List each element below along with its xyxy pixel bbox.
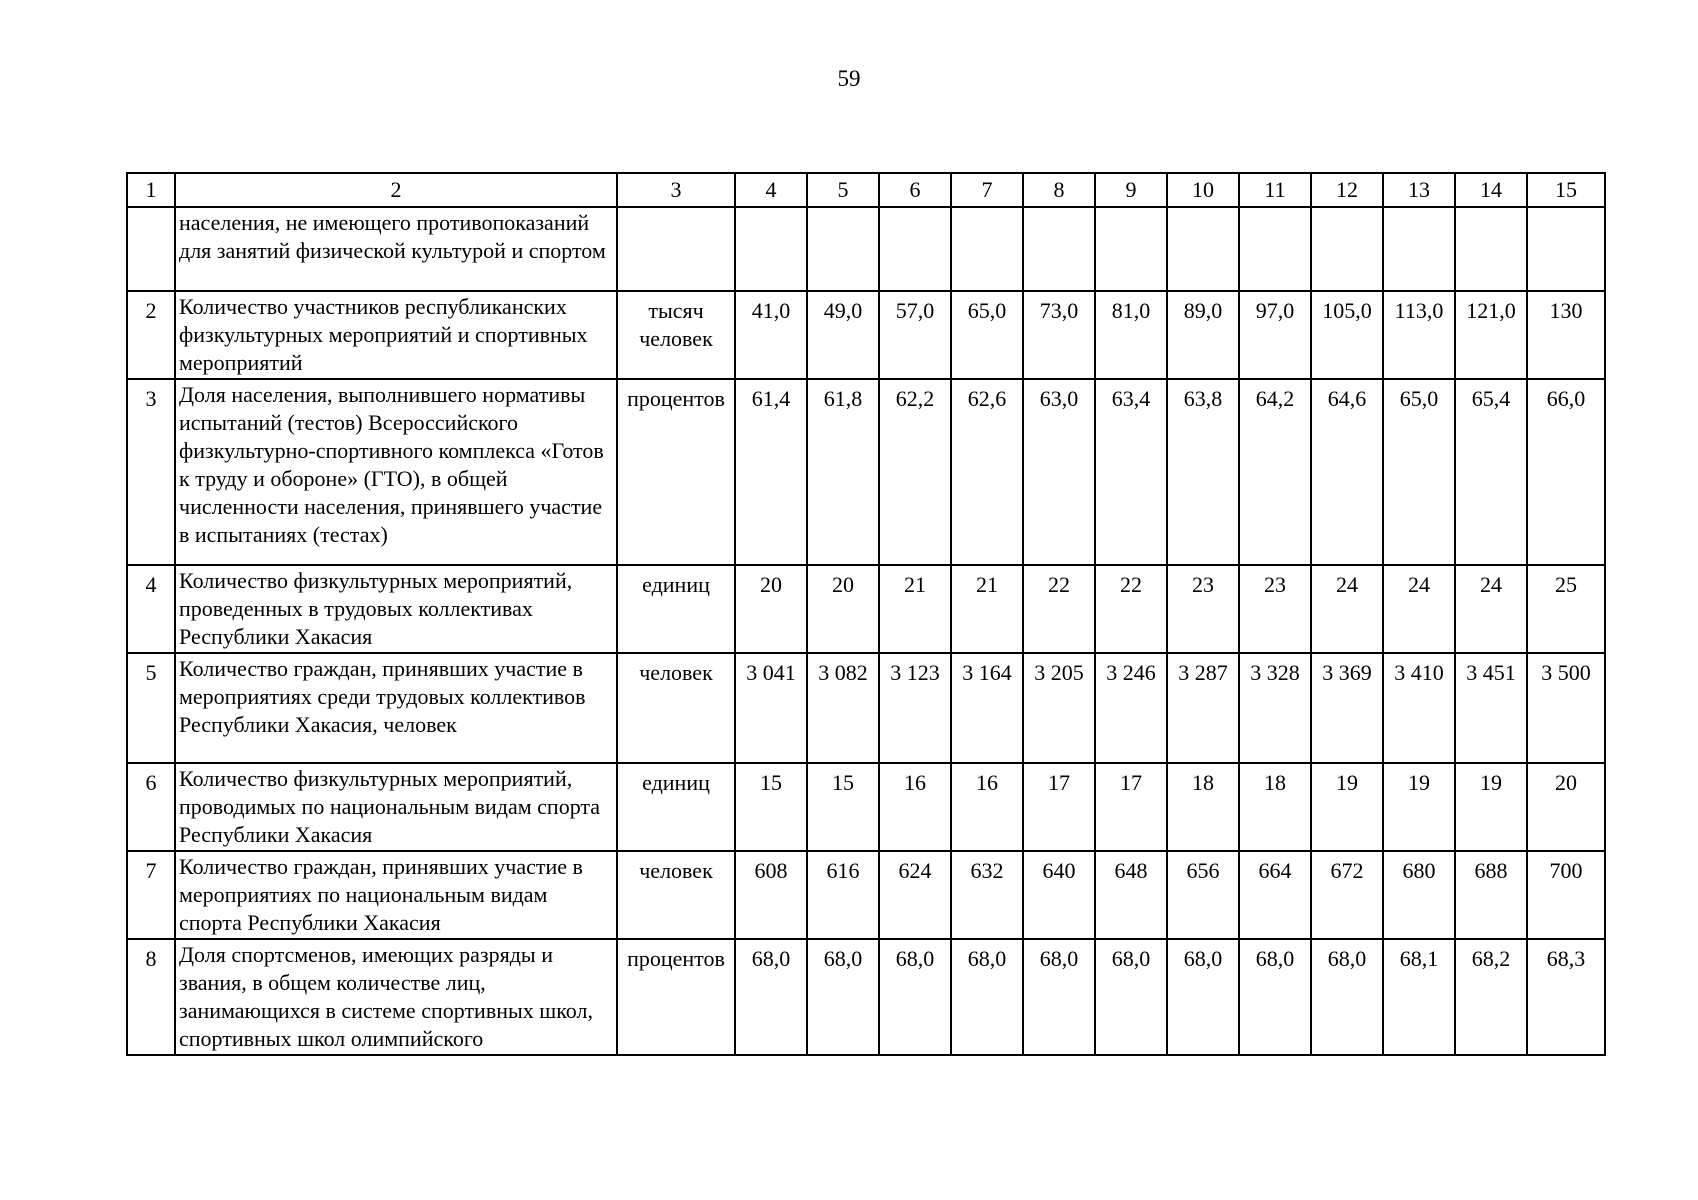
value-cell: 73,0 (1023, 291, 1095, 379)
value-cell: 68,0 (1023, 939, 1095, 1055)
value-cell: 19 (1455, 763, 1527, 851)
value-cell: 17 (1023, 763, 1095, 851)
header-cell: 4 (735, 173, 807, 207)
value-cell: 81,0 (1095, 291, 1167, 379)
value-cell: 15 (735, 763, 807, 851)
value-cell: 648 (1095, 851, 1167, 939)
value-cell: 65,0 (1383, 379, 1455, 565)
value-cell: 16 (951, 763, 1023, 851)
table-row (127, 653, 1605, 763)
value-cell: 68,0 (735, 939, 807, 1055)
value-cell (1455, 207, 1527, 291)
value-cell: 130 (1527, 291, 1605, 379)
value-cell (1311, 207, 1383, 291)
value-cell: 688 (1455, 851, 1527, 939)
value-cell: 68,0 (1239, 939, 1311, 1055)
indicator-name: Доля населения, выполнившего нормативы испытаний (тестов) Всероссийского физкультурно-спортивного комплекса «Готов к труду и обороне» (ГТО), в общей численности населения, принявшего участие в испытаниях (тестах) (175, 379, 617, 565)
unit-cell: человек (617, 851, 735, 939)
value-cell: 68,1 (1383, 939, 1455, 1055)
value-cell: 20 (735, 565, 807, 653)
value-cell: 20 (1527, 763, 1605, 851)
value-cell (1527, 207, 1605, 291)
indicator-name: населения, не имеющего противопоказаний для занятий физической культурой и спортом (175, 207, 617, 291)
table-row (127, 379, 1605, 565)
value-cell (879, 207, 951, 291)
header-cell: 10 (1167, 173, 1239, 207)
value-cell (1167, 207, 1239, 291)
table-row (127, 565, 1605, 653)
value-cell: 68,2 (1455, 939, 1527, 1055)
value-cell: 89,0 (1167, 291, 1239, 379)
value-cell: 3 123 (879, 653, 951, 763)
value-cell (1239, 207, 1311, 291)
unit-cell: процентов (617, 379, 735, 565)
value-cell: 19 (1383, 763, 1455, 851)
table-row (127, 851, 1605, 939)
value-cell: 700 (1527, 851, 1605, 939)
value-cell: 3 451 (1455, 653, 1527, 763)
header-cell: 7 (951, 173, 1023, 207)
value-cell: 65,0 (951, 291, 1023, 379)
table-row (127, 207, 1605, 291)
value-cell: 640 (1023, 851, 1095, 939)
value-cell: 3 082 (807, 653, 879, 763)
value-cell: 22 (1095, 565, 1167, 653)
value-cell: 121,0 (1455, 291, 1527, 379)
value-cell: 15 (807, 763, 879, 851)
value-cell: 24 (1455, 565, 1527, 653)
header-cell: 8 (1023, 173, 1095, 207)
value-cell: 3 246 (1095, 653, 1167, 763)
value-cell: 68,0 (951, 939, 1023, 1055)
indicator-name: Количество физкультурных мероприятий, проведенных в трудовых коллективах Республики Хакасия (175, 565, 617, 653)
value-cell: 64,6 (1311, 379, 1383, 565)
row-number: 8 (127, 939, 175, 1055)
indicator-name: Количество граждан, принявших участие в мероприятиях по национальным видам спорта Республики Хакасия (175, 851, 617, 939)
header-cell: 11 (1239, 173, 1311, 207)
value-cell: 680 (1383, 851, 1455, 939)
value-cell: 68,0 (1095, 939, 1167, 1055)
value-cell: 68,0 (1311, 939, 1383, 1055)
unit-cell: единиц (617, 763, 735, 851)
value-cell (1095, 207, 1167, 291)
value-cell: 3 287 (1167, 653, 1239, 763)
indicators-table (126, 172, 1606, 1056)
value-cell: 63,8 (1167, 379, 1239, 565)
unit-cell (617, 207, 735, 291)
header-cell: 3 (617, 173, 735, 207)
value-cell: 68,0 (1167, 939, 1239, 1055)
value-cell: 3 369 (1311, 653, 1383, 763)
value-cell (735, 207, 807, 291)
value-cell: 656 (1167, 851, 1239, 939)
header-cell: 1 (127, 173, 175, 207)
value-cell: 18 (1167, 763, 1239, 851)
row-number: 4 (127, 565, 175, 653)
value-cell: 24 (1383, 565, 1455, 653)
value-cell: 3 328 (1239, 653, 1311, 763)
value-cell: 63,0 (1023, 379, 1095, 565)
header-cell: 13 (1383, 173, 1455, 207)
value-cell: 18 (1239, 763, 1311, 851)
header-cell: 14 (1455, 173, 1527, 207)
row-number: 7 (127, 851, 175, 939)
indicator-name: Количество участников республиканских физкультурных мероприятий и спортивных мероприятий (175, 291, 617, 379)
value-cell: 21 (879, 565, 951, 653)
value-cell: 20 (807, 565, 879, 653)
row-number: 5 (127, 653, 175, 763)
value-cell: 608 (735, 851, 807, 939)
indicator-name: Доля спортсменов, имеющих разряды и звания, в общем количестве лиц, занимающихся в системе спортивных школ, спортивных школ олимпийского (175, 939, 617, 1055)
row-number: 6 (127, 763, 175, 851)
table-row (127, 939, 1605, 1055)
unit-cell: процентов (617, 939, 735, 1055)
value-cell: 105,0 (1311, 291, 1383, 379)
header-cell: 6 (879, 173, 951, 207)
value-cell: 62,6 (951, 379, 1023, 565)
value-cell: 57,0 (879, 291, 951, 379)
value-cell (1383, 207, 1455, 291)
value-cell: 24 (1311, 565, 1383, 653)
value-cell (807, 207, 879, 291)
value-cell: 3 205 (1023, 653, 1095, 763)
value-cell: 68,0 (879, 939, 951, 1055)
table-row (127, 763, 1605, 851)
value-cell: 68,0 (807, 939, 879, 1055)
value-cell: 19 (1311, 763, 1383, 851)
value-cell: 632 (951, 851, 1023, 939)
value-cell: 63,4 (1095, 379, 1167, 565)
row-number: 2 (127, 291, 175, 379)
value-cell: 62,2 (879, 379, 951, 565)
row-number (127, 207, 175, 291)
value-cell: 23 (1167, 565, 1239, 653)
value-cell: 3 500 (1527, 653, 1605, 763)
value-cell: 3 164 (951, 653, 1023, 763)
value-cell: 49,0 (807, 291, 879, 379)
value-cell: 41,0 (735, 291, 807, 379)
value-cell: 17 (1095, 763, 1167, 851)
value-cell: 23 (1239, 565, 1311, 653)
indicator-name: Количество граждан, принявших участие в мероприятиях среди трудовых коллективов Республики Хакасия, человек (175, 653, 617, 763)
value-cell: 61,8 (807, 379, 879, 565)
header-row (127, 173, 1605, 207)
value-cell: 664 (1239, 851, 1311, 939)
value-cell: 64,2 (1239, 379, 1311, 565)
unit-cell: человек (617, 653, 735, 763)
value-cell: 22 (1023, 565, 1095, 653)
unit-cell: тысяч человек (617, 291, 735, 379)
value-cell (1023, 207, 1095, 291)
value-cell: 616 (807, 851, 879, 939)
value-cell: 68,3 (1527, 939, 1605, 1055)
value-cell: 25 (1527, 565, 1605, 653)
value-cell: 16 (879, 763, 951, 851)
value-cell: 624 (879, 851, 951, 939)
value-cell: 113,0 (1383, 291, 1455, 379)
value-cell: 3 410 (1383, 653, 1455, 763)
table-row (127, 291, 1605, 379)
value-cell: 672 (1311, 851, 1383, 939)
value-cell: 66,0 (1527, 379, 1605, 565)
header-cell: 2 (175, 173, 617, 207)
header-cell: 15 (1527, 173, 1605, 207)
row-number: 3 (127, 379, 175, 565)
page-number: 59 (837, 66, 861, 91)
header-cell: 5 (807, 173, 879, 207)
value-cell: 97,0 (1239, 291, 1311, 379)
unit-cell: единиц (617, 565, 735, 653)
header-cell: 9 (1095, 173, 1167, 207)
indicator-name: Количество физкультурных мероприятий, проводимых по национальным видам спорта Республики Хакасия (175, 763, 617, 851)
value-cell: 3 041 (735, 653, 807, 763)
value-cell: 21 (951, 565, 1023, 653)
value-cell: 65,4 (1455, 379, 1527, 565)
header-cell: 12 (1311, 173, 1383, 207)
value-cell: 61,4 (735, 379, 807, 565)
value-cell (951, 207, 1023, 291)
